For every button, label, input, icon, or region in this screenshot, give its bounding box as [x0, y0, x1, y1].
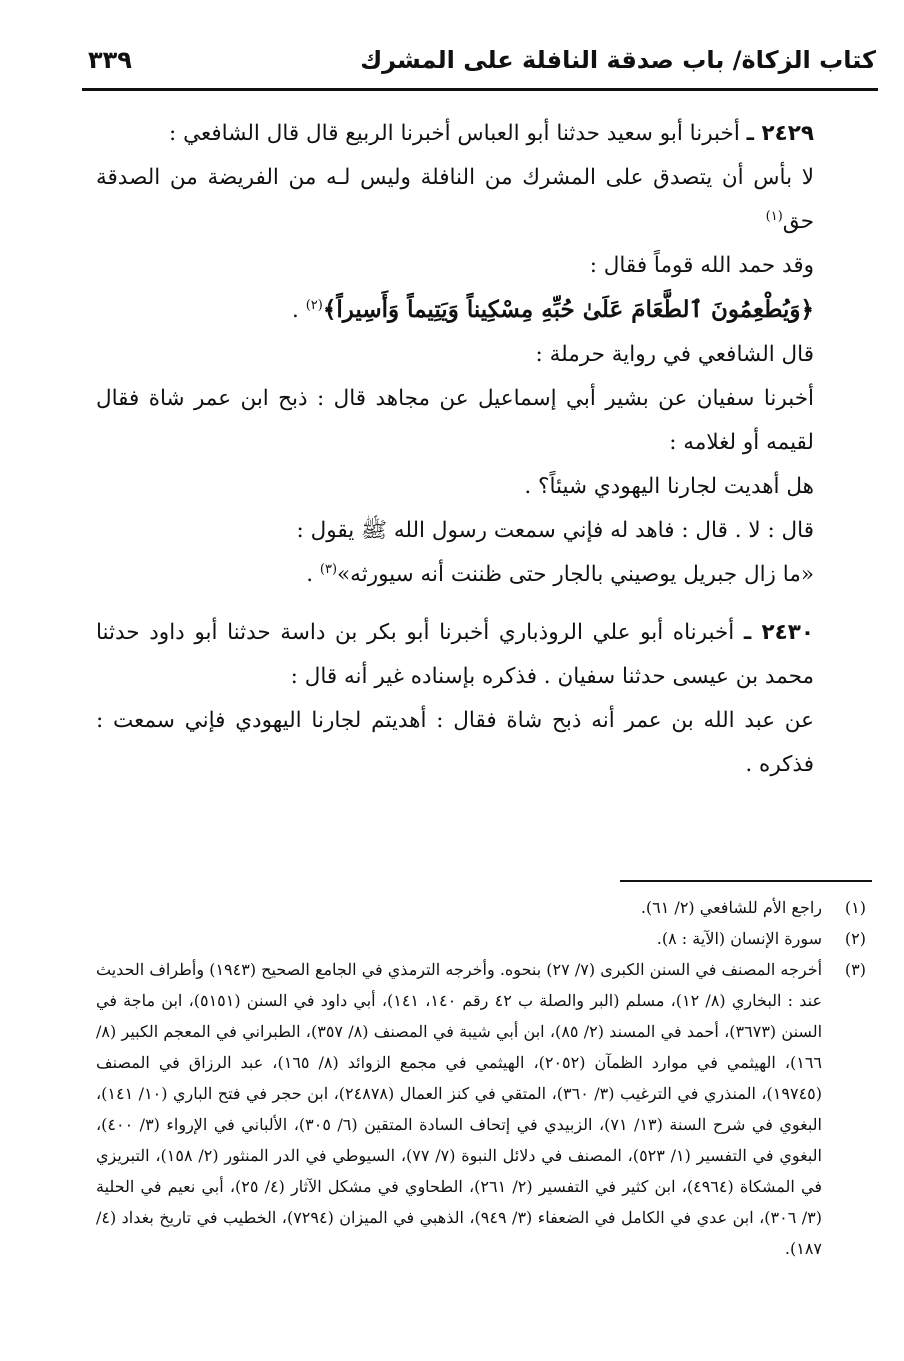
paragraph-prophet-saying: [96, 553, 874, 597]
paragraph-ibn-umar: عن عبد الله بن عمر أنه ذبح شاة فقال : أهديتم لجارنا اليهودي فإني سمعت : فذكره .: [96, 708, 814, 777]
hadith-number-2430: ٢٤٣٠ ـ: [743, 620, 814, 645]
footnote-text: راجع الأم للشافعي (٢/ ٦١).: [640, 898, 822, 917]
footnote-ref-3[interactable]: (٣): [319, 561, 338, 577]
saying-end-mark: .: [306, 562, 320, 587]
paragraph-harmala: قال الشافعي في رواية حرملة :: [535, 342, 814, 367]
footnote-1: [96, 892, 874, 923]
hadith-2429-chain: [96, 112, 874, 156]
footnote-text: أخرجه المصنف في السنن الكبرى (٧/ ٢٧) بنحوه. وأخرجه الترمذي في الجامع الصحيح (١٩٤٣) وأطراف الحديث عند : البخاري (٨/ ١٢)، مسلم (البر والصلة ب ٤٢ رقم ١٤٠، ١٤١)، أبي داود في السنن (٥١٥١)، ابن ماجة في السنن (٣٦٧٣)، أحمد في المسند (٢/ ٨٥)، ابن أبي شيبة في المصنف (٨/ ٣٥٧)، الطبراني في المعجم الكبير (٨/ ١٦٦)، الهيثمي في موارد الظمآن (٢٠٥٢)، الهيثمي في مجمع الزوائد (٨/ ١٦٥)، عبد الرزاق في المصنف (١٩٧٤٥)، المنذري في الترغيب (٣/ ٣٦٠)، المتقي في كنز العمال (٢٤٨٧٨)، ابن حجر في فتح الباري (١٠/ ١٤١)، البغوي في شرح السنة (١٣/ ٧١)، الزبيدي في إتحاف السادة المتقين (٦/ ٣٠٥)، الألباني في الإرواء (٣/ ٤٠٠)، البغوي في التفسير (١/ ٥٢٣)، المصنف في دلائل النبوة (٧/ ٧٧)، السيوطي في الدر المنثور (٢/ ١٥٨)، التبريزي في المشكاة (٤٩٦٤)، ابن كثير في التفسير (٢/ ٢٦١)، الطحاوي في مشكل الآثار (٤/ ٢٥)، أبي نعيم في الحلية (٣/ ٣٠٦)، ابن عدي في الكامل في الضعفاء (٣/ ٩٤٩)، الذهبي في الميزان (٧٢٩٤)، الخطيب في تاريخ بغداد (٤/ ١٨٧).: [96, 960, 823, 1258]
quran-verse-text: ﴿وَيُطْعِمُونَ ٱلطَّعَامَ عَلَىٰ حُبِّهِ مِسْكِيناً وَيَتِيماً وَأَسِيراً﴾: [322, 296, 814, 323]
footnote-number: (١): [844, 898, 866, 917]
paragraph-answer: قال : لا . قال : فاهد له فإني سمعت رسول الله ﷺ يقول :: [296, 518, 814, 543]
hadith-2429-isnad: أخبرنا أبو سعيد حدثنا أبو العباس أخبرنا الربيع قال قال الشافعي :: [169, 121, 747, 146]
footnote-separator: [620, 880, 872, 882]
chapter-title: كتاب الزكاة/ باب صدقة النافلة على المشرك: [360, 46, 876, 74]
hadith-number-2429: ٢٤٢٩ ـ: [746, 121, 814, 146]
paragraph-sufyan-chain: أخبرنا سفيان عن بشير أبي إسماعيل عن مجاهد قال : ذبح ابن عمر شاة فقال لقيمه أو لغلامه :: [96, 386, 814, 455]
verse-end-mark: .: [292, 298, 306, 323]
footnote-ref-2[interactable]: (٢): [305, 297, 323, 313]
main-text: [96, 112, 874, 787]
footnote-number: (٣): [844, 960, 866, 979]
quran-verse: [96, 288, 874, 333]
running-header: [88, 40, 876, 80]
footnotes: [96, 892, 874, 1264]
footnote-text: سورة الإنسان (الآية : ٨).: [656, 929, 822, 948]
paragraph-allah-praised: وقد حمد الله قوماً فقال :: [589, 253, 814, 278]
paragraph-question: هل أهديت لجارنا اليهودي شيئاً؟ .: [524, 474, 814, 499]
footnote-ref-1[interactable]: (١): [765, 208, 783, 224]
paragraph-no-harm-text: لا بأس أن يتصدق على المشرك من النافلة وليس لـه من الفريضة من الصدقة حق: [96, 165, 814, 234]
header-rule: [82, 88, 878, 91]
page-number: ٣٣٩: [88, 46, 132, 74]
paragraph-no-harm: [96, 156, 874, 244]
hadith-2430-isnad: أخبرناه أبو علي الروذباري أخبرنا أبو بكر بن داسة حدثنا أبو داود حدثنا محمد بن عيسى حدثنا سفيان . فذكره بإسناده غير أنه قال :: [96, 620, 814, 689]
footnote-3: [96, 954, 874, 1264]
hadith-2430-chain: [96, 611, 874, 699]
footnote-2: [96, 923, 874, 954]
prophet-saying-text: «ما زال جبريل يوصيني بالجار حتى ظننت أنه سيورثه»: [337, 562, 814, 587]
footnote-number: (٢): [844, 929, 866, 948]
